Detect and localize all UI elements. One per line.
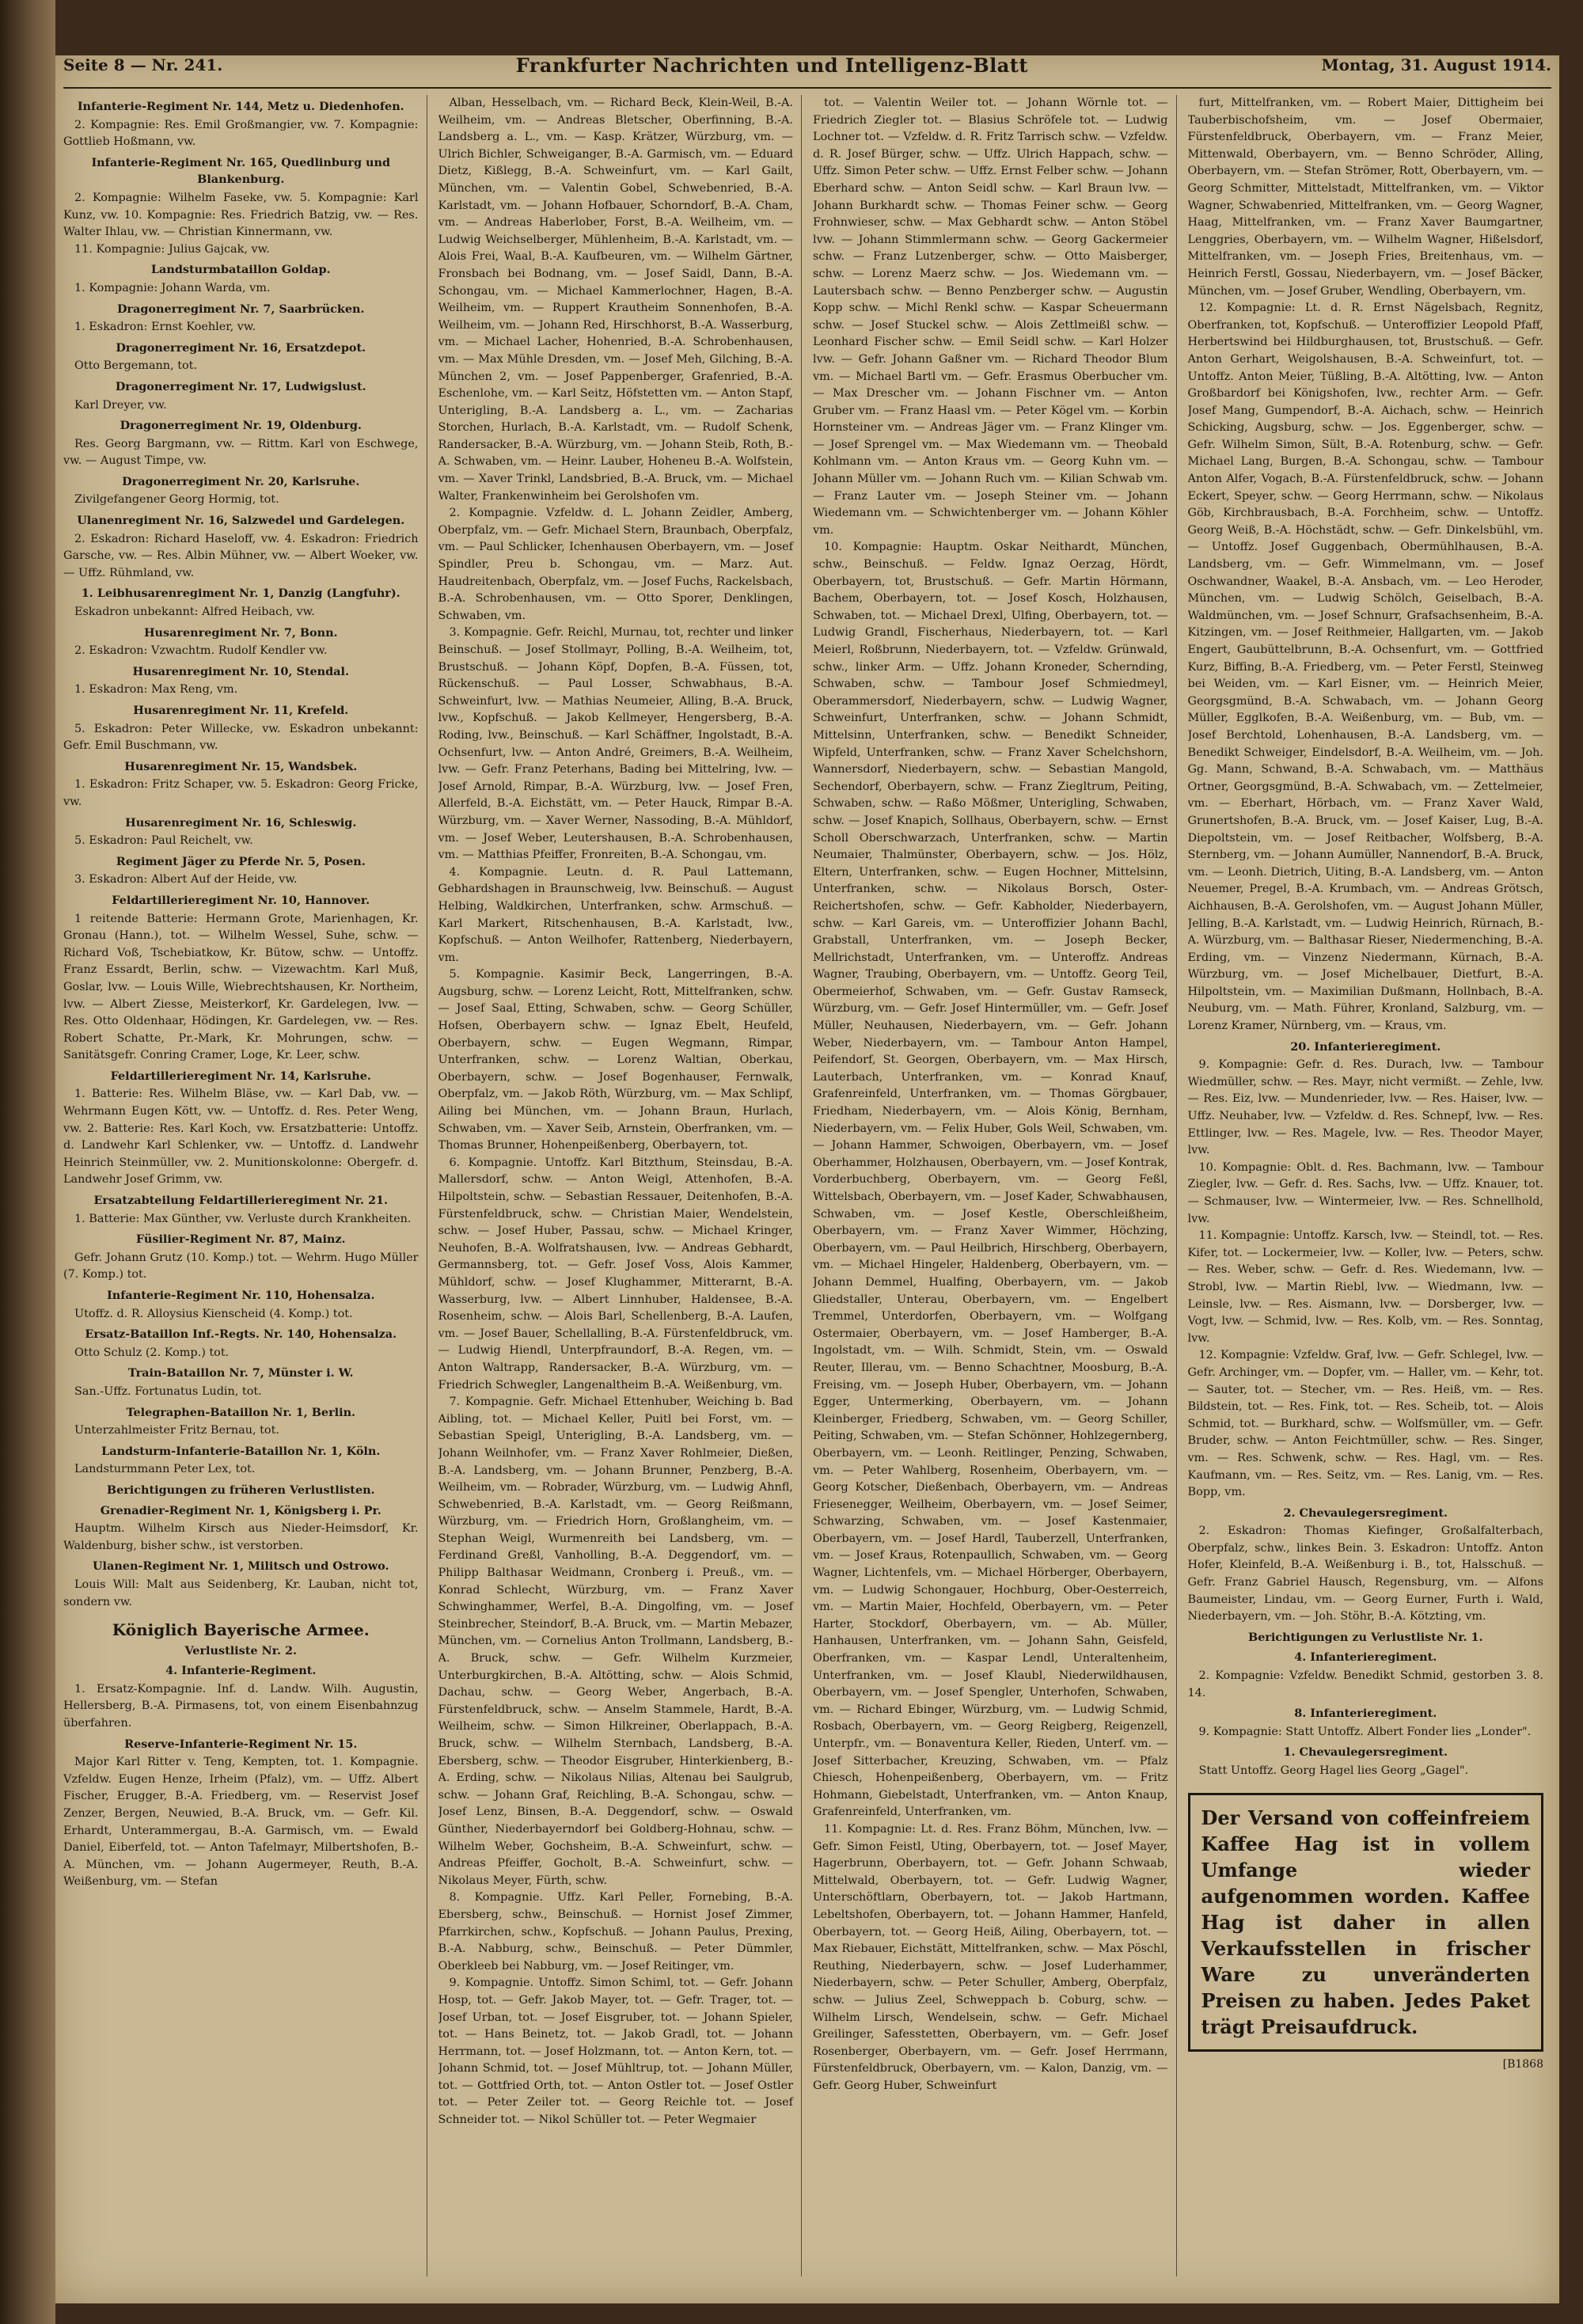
section-heading: Reserve-Infanterie-Regiment Nr. 15. <box>124 1737 358 1751</box>
casualty-paragraph: Hauptm. Wilhelm Kirsch aus Nieder-Heimsdorf, Kr. Waldenburg, bisher schw., ist verstorben. <box>63 1522 419 1552</box>
section-heading: 4. Infanterie-Regiment. <box>165 1664 317 1678</box>
page-header <box>63 49 1551 89</box>
section-heading: Feldartillerieregiment Nr. 10, Hannover. <box>112 893 370 907</box>
section-heading: Husarenregiment Nr. 10, Stendal. <box>132 664 349 678</box>
casualty-paragraph: San.-Uffz. Fortunatus Ludin, tot. <box>74 1384 262 1398</box>
casualty-paragraph: 10. Kompagnie: Hauptm. Oskar Neithardt, München, schw., Beinschuß. — Feldw. Ignaz Oerzag, Hördt, Oberbayern, tot, Brustschuß. — Gefr. Martin Hörmann, Bachem, Oberbayern, tot. — Josef Kosch, Holzhausen, Schwaben, tot. — Michael Drexl, Ulfing, Oberbayern, tot. — Ludwig Grandl, Fischerhaus, Niederbayern, tot. — Karl Meierl, Roßbrunn, Niederbayern, tot. — Vzfeldw. Grünwald, schw., linker Arm. — Uffz. Johann Kroneder, Schernding, Schwaben, schw. — Tambour Josef Schmiedmeyl, Oberammersdorf, Niederbayern, schw. — Ludwig Wagner, Schweinfurt, Unterfranken, schw. — Johann Schmidt, Mittelsinn, Unterfranken, schw. — Benedikt Schneider, Wipfeld, Unterfranken, schw. — Franz Xaver Schelchshorn, Wannersdorf, Niederbayern, schw. — Sebastian Mangold, Sechendorf, Oberbayern, schw. — Franz Ziegltrum, Peiting, Schwaben, schw. — Raßo Mößmer, Unterigling, Schwaben, schw. — Josef Knapich, Sollhaus, Oberbayern, schw. — Ernst Scholl Oberschwarzach, Unterfranken, schw. — Martin Neumaier, Thalmünster, Oberbayern, schw. — Jos. Hölz, Eltern, Unterfranken, schw. — Eugen Hochner, Mittelsinn, Unterfranken, schw. — Nikolaus Borsch, Oster-Reichertshofen, schw. — Gefr. Kabholder, Niederbayern, schw. — Karl Gareis, vm. — Unteroffizier Johann Bachl, Grabstall, Unterfranken, vm. — Joseph Becker, Mellrichstadt, Unterfranken, vm. — Unteroffz. Andreas Wagner, Traubing, Oberbayern, vm. — Untoffz. Georg Teil, Obermeierhof, Schwaben, vm. — Gefr. Gustav Ramseck, Würzburg, vm. — Gefr. Josef Hintermüller, vm. — Gefr. Josef Müller, Neuhausen, Niederbayern, vm. — Gefr. Johann Weber, Niederbayern, vm. — Tambour Anton Hampel, Peifendorf, St. Georgen, Oberbayern, vm. — Max Hirsch, Lauterbach, Unterfranken, vm. — Konrad Knauf, Grafenreinfeld, Unterfranken, vm. — Thomas Görgbauer, Friedham, Niederbayern, vm. — Alois König, Bernham, Niederbayern, vm. — Felix Huber, Gols Weil, Schwaben, vm. — Johann Hammer, Schwoigen, Oberbayern, vm. — Josef Oberhammer, Holzhausen, Oberbayern, vm. — Josef Kontrak, Vorderbuchberg, Oberbayern, vm. — Georg Feßl, Wittelsbach, Oberbayern, vm. — Josef Kader, Schwabhausen, Schwaben, vm. — Josef Kestle, Oberschleißheim, Oberbayern, vm. — Franz Xaver Wimmer, Höchzing, Oberbayern, vm. — Paul Heilbrich, Hirschberg, Oberbayern, vm. — Michael Hingeler, Haldenberg, Oberbayern, vm. — Johann Demmel, Hualfing, Oberbayern, vm. — Jakob Gliedstaller, Unterau, Oberbayern, vm. — Engelbert Tremmel, Unterdorfen, Oberbayern, vm. — Wolfgang Ostermaier, Oberbayern, vm. — Josef Hamberger, B.-A. Ingolstadt, vm. — Wilh. Schmidt, Stein, vm. — Oswald Reuter, Illerau, vm. — Benno Schachtner, Moosburg, B.-A. Freising, vm. — Joseph Huber, Oberbayern, vm. — Johann Egger, Untermerking, Oberbayern, vm. — Johann Kleinberger, Friedberg, Schwaben, vm. — Georg Schiller, Peiting, Schwaben, vm. — Stefan Schönner, Hohlzegernberg, Oberbayern, vm. — Leonh. Reitlinger, Penzing, Schwaben, vm. — Peter Wahlberg, Rosenheim, Oberbayern, vm. — Georg Kotscher, Dießenbach, Oberbayern, vm. — Andreas Friesenegger, Weilheim, Oberbayern, vm. — Josef Seimer, Schwarzing, Schwaben, vm. — Josef Kastenmaier, Oberbayern, vm. — Josef Hardl, Tauberzell, Unterfranken, vm. — Josef Kraus, Rotenpaullich, Schwaben, vm. — Georg Wagner, Lichtenfels, vm. — Michael Hörberger, Oberbayern, vm. — Ludwig Schongauer, Hochburg, Ober-Oesterreich, vm. — Martin Maier, Hochfeld, Oberbayern, vm. — Peter Harter, Stockdorf, Oberbayern, vm. — Ab. Müller, Hanhausen, Unterfranken, vm. — Johann Sahn, Geisfeld, Oberfranken, vm. — Kaspar Lendl, Unteraltenheim, Unterfranken, vm. — Josef Klaubl, Niederwildhausen, Oberbayern, vm. — Josef Spengler, Unterhofen, Schwaben, vm. — Richard Ebinger, Würzburg, vm. — Ludwig Schmid, Rosbach, Oberbayern, vm. — Georg Reigberg, Reigenzell, Unterpfr., vm. — Bonaventura Keller, Rieden, Unterf. vm. — Josef Sitterbacher, Kreuzing, Schwaben, vm. — Pfalz Chiesch, Hohenpeißenberg, Oberbayern, vm. — Fritz Hohmann, Giebelstadt, Unterfranken, vm. — Anton Knaup, Grafenreinfeld, Unterfranken, vm. <box>813 541 1168 1819</box>
section-heading: 4. Infanterieregiment. <box>1294 1650 1437 1665</box>
section-heading: Dragonerregiment Nr. 16, Ersatzdepot. <box>116 340 366 355</box>
casualty-paragraph: 1 reitende Batterie: Hermann Grote, Marienhagen, Kr. Gronau (Hann.), tot. — Wilhelm Wessel, Suhe, schw. — Richard Voß, Tschebiatkow, Kr. Bütow, schw. — Untoffz. Franz Essardt, Berlin, schw. — Vizewachtm. Karl Muß, Goslar, lvw. — Louis Wille, Wiebrechtshausen, Kr. Northeim, lvw. — Albert Ziesse, Meisterkorf, Kr. Gardelegen, lvw. — Res. Otto Oldenhaar, Hödingen, Kr. Gardelegen, vw. — Res. Robert Schatte, Pr.-Mark, Kr. Mohrungen, schw. — Sanitätsgefr. Conring Cramer, Loge, Kr. Leer, schw. <box>63 912 419 1062</box>
casualty-paragraph: Louis Will: Malt aus Seidenberg, Kr. Lauban, nicht tot, sondern vw. <box>63 1578 419 1608</box>
casualty-paragraph: 5. Eskadron: Peter Willecke, vw. Eskadron unbekannt: Gefr. Emil Buschmann, vw. <box>63 722 419 753</box>
section-heading: Regiment Jäger zu Pferde Nr. 5, Posen. <box>116 854 366 868</box>
section-heading: 1. Leibhusarenregiment Nr. 1, Danzig (Langfuhr). <box>81 587 400 601</box>
section-heading: Ulanen-Regiment Nr. 1, Militsch und Ostrowo. <box>92 1559 389 1574</box>
issue-date: Montag, 31. August 1914. <box>1321 55 1551 74</box>
casualty-paragraph: 8. Kompagnie. Uffz. Karl Peller, Fornebing, B.-A. Ebersberg, schw., Beinschuß. — Hornist Josef Zimmer, Pfarrkirchen, schw., Kopfschuß. — Johann Paulus, Prexing, B.-A. Nabburg, schw., Beinschuß. — Peter Dümmler, Oberkleeb bei Nabburg, vm. — Josef Reitinger, vm. <box>438 1891 793 1973</box>
casualty-paragraph: 3. Eskadron: Albert Auf der Heide, vw. <box>74 873 298 887</box>
casualty-paragraph: 9. Kompagnie. Untoffz. Simon Schiml, tot. — Gefr. Johann Hosp, tot. — Gefr. Jakob Mayer, tot. — Gefr. Trager, tot. — Josef Urban, tot. — Josef Eisgruber, tot. — Johann Spieler, tot. — Hans Beinetz, tot. — Jakob Gradl, tot. — Johann Herrmann, tot. — Josef Holzmann, tot. — Anton Kern, tot. — Johann Schmid, tot. — Josef Mühltrup, tot. — Johann Müller, tot. — Gottfried Orth, tot. — Anton Ostler tot. — Josef Ostler tot. — Peter Zeiler tot. — Georg Reichle tot. — Josef Schneider tot. — Nikol Schüller tot. — Peter Wegmaier <box>438 1977 793 2127</box>
casualty-paragraph: 2. Eskadron: Thomas Kiefinger, Großalfalterbach, Oberpfalz, schw., linkes Bein. 3. Eskadron: Untoffz. Anton Hofer, Kleinfeld, B.-A. Weißenburg i. B., tot, Halsschuß. — Gefr. Franz Gabriel Hausch, Regensburg, vm. — Alfons Baumeister, Lindau, vm. — Georg Eurner, Furth i. Wald, Niederbayern, vm. — Joh. Stöhr, B.-A. Kötzting, vm. <box>1187 1525 1543 1623</box>
casualty-paragraph: Major Karl Ritter v. Teng, Kempten, tot. 1. Kompagnie. Vzfeldw. Eugen Henze, Irheim (Pfalz), vm. — Uffz. Albert Fischer, Erugger, B.-A. Friedberg, vm. — Reservist Josef Zenzer, Bergen, Neuwied, B.-A. Bruck, vm. — Gefr. Kil. Erhardt, Unterammergau, B.-A. Garmisch, vm. — Ewald Daniel, Eiberfeld, tot. — Anton Tafelmayr, Milbertshofen, B.-A. München, vm. — Johann Augermeyer, Reuth, B.-A. Weißenburg, vm. — Stefan <box>63 1756 419 1889</box>
casualty-paragraph: 2. Kompagnie. Vzfeldw. d. L. Johann Zeidler, Amberg, Oberpfalz, vm. — Gefr. Michael Stern, Braunbach, Oberpfalz, vm. — Paul Schlicker, Ichenhausen Oberbayern, vm. — Josef Spindler, Preu b. Schongau, vm. — Marz. Aut. Haudreitenbach, Oberpfalz, vm. — Josef Fuchs, Rackelsbach, B.-A. Schrobenhausen, vm. — Otto Sporer, Denklingen, Schwaben, vm. <box>438 507 793 622</box>
casualty-paragraph: Karl Dreyer, vw. <box>74 398 167 412</box>
casualty-paragraph: 1. Eskadron: Ernst Koehler, vw. <box>74 321 256 334</box>
ad-reference-mark: [B1868 <box>1502 2057 1543 2071</box>
casualty-paragraph: 5. Eskadron: Paul Reichelt, vw. <box>74 834 253 848</box>
casualty-paragraph: 1. Batterie: Max Günther, vw. Verluste durch Krankheiten. <box>74 1212 412 1225</box>
section-heading: 8. Infanterieregiment. <box>1294 1707 1437 1721</box>
section-heading: 1. Chevaulegersregiment. <box>1283 1745 1448 1760</box>
casualty-paragraph: 6. Kompagnie. Untoffz. Karl Bitzthum, Steinsdau, B.-A. Mallersdorf, schw. — Anton Weigl, Attenhofen, B.-A. Hilpoltstein, schw. — Sebastian Ressauer, Deitenhofen, B.-A. Fürstenfeldbruck, schw. — Christian Maier, Wendelstein, schw. — Josef Huber, Passau, schw. — Michael Kringer, Neuhofen, B.-A. Wolfratshausen, lvw. — Andreas Gebhardt, Germannsberg, tot. — Gefr. Josef Voss, Alois Kammer, Mühldorf, schw. — Josef Klughammer, Mitterarnt, B.-A. Wasserburg, lvw. — Albert Linnhuber, Haldensee, B.-A. Rosenheim, schw. — Alois Barl, Schellenberg, B.-A. Laufen, vm. — Josef Bauer, Schellalling, B.-A. Fürstenfeldbruck, vm. — Ludwig Hiendl, Unterpfraundorf, B.-A. Regen, vm. — Anton Waltrapp, Randersacker, B.-A. Würzburg, vm. — Friedrich Schwegler, Langenaltheim B.-A. Weißenburg, vm. <box>438 1156 793 1392</box>
casualty-paragraph: 2. Kompagnie: Res. Emil Großmangier, vw. 7. Kompagnie: Gottlieb Hoßmann, vw. <box>63 118 419 149</box>
section-heading: Landsturmbataillon Goldap. <box>150 263 331 277</box>
casualty-paragraph: 1. Ersatz-Kompagnie. Inf. d. Landw. Wilh. Augustin, Hellersberg, B.-A. Pirmasens, tot, von einem Eisenbahnzug überfahren. <box>63 1682 419 1730</box>
section-heading: Train-Bataillon Nr. 7, Münster i. W. <box>127 1366 354 1380</box>
casualty-paragraph: 1. Eskadron: Fritz Schaper, vw. 5. Eskadron: Georg Fricke, vw. <box>63 778 419 808</box>
casualty-paragraph: Otto Schulz (2. Komp.) tot. <box>74 1346 230 1359</box>
section-heading: Infanterie-Regiment Nr. 144, Metz u. Diedenhofen. <box>77 100 404 113</box>
section-heading: Husarenregiment Nr. 7, Bonn. <box>143 625 338 640</box>
casualty-paragraph: 9. Kompagnie: Gefr. d. Res. Durach, lvw. — Tambour Wiedmüller, schw. — Res. Mayr, nicht vermißt. — Zehle, lvw. — Res. Eiz, lvw. — Mundenrieder, lvw. — Res. Haiser, lvw. — Uffz. Neuhaber, lvw. — Vzfeldw. d. Res. Schnepf, lvw. — Res. Ettlinger, lvw. — Res. Magele, lvw. — Res. Theodor Mayer, lvw. <box>1187 1058 1543 1157</box>
casualty-paragraph: 2. Eskadron: Vzwachtm. Rudolf Kendler vw. <box>74 644 328 658</box>
book-binding-edge <box>0 0 55 2324</box>
casualty-paragraph: Landsturmmann Peter Lex, tot. <box>74 1463 256 1476</box>
casualty-paragraph: 2. Kompagnie: Wilhelm Faseke, vw. 5. Kompagnie: Karl Kunz, vw. 10. Kompagnie: Res. Friedrich Batzig, vw. — Res. Walter Ihlau, vw. — Christian Kinnermann, vw. <box>63 191 419 239</box>
section-heading: 20. Infanterieregiment. <box>1290 1039 1441 1054</box>
section-heading: Berichtigungen zu Verlustliste Nr. 1. <box>1247 1630 1483 1644</box>
casualty-paragraph: 9. Kompagnie: Statt Untoffz. Albert Fonder lies „Londer". <box>1198 1725 1532 1738</box>
column-1 <box>63 95 427 2277</box>
column-2 <box>438 95 803 2277</box>
page-number: Seite 8 — Nr. 241. <box>63 55 223 74</box>
section-heading: Dragonerregiment Nr. 17, Ludwigslust. <box>115 379 366 393</box>
casualty-paragraph: Gefr. Johann Grutz (10. Komp.) tot. — Wehrm. Hugo Müller (7. Komp.) tot. <box>63 1251 419 1282</box>
section-heading: Ulanenregiment Nr. 16, Salzwedel und Gardelegen. <box>77 514 405 528</box>
casualty-paragraph: Unterzahlmeister Fritz Bernau, tot. <box>74 1424 279 1437</box>
casualty-paragraph: 11. Kompagnie: Lt. d. Res. Franz Böhm, München, lvw. — Gefr. Simon Feistl, Uting, Oberbayern, tot. — Josef Mayer, Hagerbrunn, Oberbayern, tot. — Gefr. Johann Schwaab, Mittelwald, Oberbayern, tot. — Gefr. Ludwig Wagner, Unterschöftlarn, Oberbayern, tot. — Jakob Hartmann, Lebeltshofen, Oberbayern, tot. — Johann Hammer, Hanfeld, Oberbayern, tot. — Georg Heiß, Ailing, Oberbayern, tot. — Max Riebauer, Eichstätt, Mittelfranken, schw. — Max Pöschl, Reuthing, Niederbayern, schw. — Josef Luderhammer, Niederbayern, schw. — Peter Schuller, Amberg, Oberpfalz, schw. — Julius Zeel, Schweppach b. Coburg, schw. — Wilhelm Lirsch, Wendelsein, schw. — Gefr. Michael Greilinger, Safesstetten, Oberbayern, vm. — Gefr. Josef Rosenberger, Oberbayern, vm. — Gefr. Josef Herrmann, Fürstenfeldbruck, Oberbayern, vm. — Kalon, Danzig, vm. — Gefr. Georg Huber, Schweinfurt <box>813 1822 1168 2092</box>
casualty-paragraph: Statt Untoffz. Georg Hagel lies Georg „Gagel". <box>1198 1764 1469 1777</box>
section-heading: Husarenregiment Nr. 11, Krefeld. <box>133 704 349 717</box>
section-heading: Landsturm-Infanterie-Bataillon Nr. 1, Köln. <box>101 1444 381 1458</box>
section-heading: Infanterie-Regiment Nr. 165, Quedlinburg und Blankenburg. <box>91 155 391 187</box>
casualty-paragraph: Res. Georg Bargmann, vw. — Rittm. Karl von Eschwege, vw. — August Timpe, vw. <box>63 437 419 468</box>
casualty-paragraph: 1. Eskadron: Max Reng, vm. <box>74 683 238 697</box>
casualty-paragraph: 1. Batterie: Res. Wilhelm Bläse, vw. — Karl Dab, vw. — Wehrmann Eugen Kött, vw. — Untoffz. d. Res. Peter Weng, vw. 2. Batterie: Res. Karl Koch, vw. Ersatzbatterie: Untoffz. d. Landwehr Karl Schlenker, vw. — Untoffz. d. Landwehr Heinrich Steinmüller, vw. 2. Munitionskolonne: Obergefr. d. Landwehr Josef Grimm, vw. <box>63 1088 419 1187</box>
section-heading: Grenadier-Regiment Nr. 1, Königsberg i. Pr. <box>100 1503 382 1517</box>
casualty-paragraph: 5. Kompagnie. Kasimir Beck, Langerringen, B.-A. Augsburg, schw. — Lorenz Leicht, Rott, Mittelfranken, schw. — Josef Saal, Etting, Schwaben, schw. — Georg Schüller, Hofsen, Oberbayern schw. — Ignaz Ebelt, Heufeld, Oberbayern, schw. — Eugen Wegmann, Rimpar, Unterfranken, schw. — Lorenz Waltian, Oberkau, Oberbayern, schw. — Josef Bogenhauser, Fernwalk, Oberpfalz, vm. — Jakob Röth, Würzburg, vm. — Max Schlipf, Ailing bei München, vm. — Johann Braun, Hurlach, Schwaben, vm. — Xaver Seib, Arnstein, Oberfranken, vm. — Thomas Brunner, Hohenpeißenberg, Oberbayern, tot. <box>438 968 793 1153</box>
section-heading: Ersatzabteilung Feldartillerieregiment Nr. 21. <box>93 1194 389 1208</box>
section-heading: Telegraphen-Bataillon Nr. 1, Berlin. <box>126 1405 356 1419</box>
casualty-paragraph: Utoffz. d. R. Alloysius Kienscheid (4. Komp.) tot. <box>74 1307 353 1320</box>
section-heading: Dragonerregiment Nr. 20, Karlsruhe. <box>122 474 360 488</box>
column-4 <box>1188 95 1552 2277</box>
casualty-paragraph: 10. Kompagnie: Oblt. d. Res. Bachmann, lvw. — Tambour Ziegler, lvw. — Gefr. d. Res. Sachs, lvw. — Uffz. Knauer, tot. — Schmauser, lvw. — Wintermeier, lvw. — Res. Schnellhold, lvw. <box>1187 1160 1543 1225</box>
newspaper-title: Frankfurter Nachrichten und Intelligenz-Blatt <box>515 53 1028 77</box>
casualty-paragraph: 3. Kompagnie. Gefr. Reichl, Murnau, tot, rechter und linker Beinschuß. — Josef Stollmayr, Polling, B.-A. Weilheim, tot, Brustschuß. — Johann Köpf, Dopfen, B.-A. Füssen, tot, Rückenschuß. — Paul Losser, Schwabhaus, B.-A. Schweinfurt, lvw. — Mathias Neumeier, Alling, B.-A. Bruck, lvw., Kopfschuß. — Jakob Kellmeyer, Hengersberg, B.-A. Roding, lvw., Beinschuß. — Karl Schäffner, Ingolstadt, B.-A. Ochsenfurt, lvw. — Anton André, Greimers, B.-A. Weilheim, lvw. — Gefr. Franz Peterhans, Bading bei Mittelring, lvw. — Josef Arnold, Rimpar, B.-A. Würzburg, lvw. — Josef Fren, Allerfeld, B.-A. Eichstätt, vm. — Peter Hauck, Rimpar B.-A. Würzburg, vm. — Xaver Werner, Nassoding, B.-A. Mühldorf, vm. — Josef Weber, Leutershausen, B.-A. Schrobenhausen, vm. — Matthias Pfeiffer, Fronreiten, B.-A. Schongau, vm. <box>438 626 793 862</box>
casualty-paragraph: 2. Kompagnie: Vzfeldw. Benedikt Schmid, gestorben 3. 8. 14. <box>1187 1669 1543 1699</box>
casualty-paragraph: Alban, Hesselbach, vm. — Richard Beck, Klein-Weil, B.-A. Weilheim, vm. — Andreas Bletscher, Oberfinning, B.-A. Landsberg a. L., vm. — Kasp. Krätzer, Würzburg, vm. — Ulrich Bichler, Schweiganger, B.-A. Garmisch, vm. — Eduard Dietz, Kißlegg, B.-A. Schweinfurt, vm. — Karl Gailt, München, vm. — Valentin Gobel, Schwebenried, B.-A. Karlstadt, vm. — Johann Hofbauer, Schorndorf, B.-A. Cham, vm. — Andreas Haberlober, Forst, B.-A. Weilheim, vm. — Ludwig Weichselberger, Mühlenheim, B.-A. Karlstadt, vm. — Alois Frei, Waal, B.-A. Kaufbeuren, vm. — Wilhelm Gärtner, Fronsbach bei Bodnang, vm. — Josef Saidl, Dann, B.-A. Schongau, vm. — Michael Kammerlochner, Hagen, B.-A. Weilheim, vm. — Ruppert Krautheim Sonnenhofen, B.-A. Weilheim, vm. — Johann Red, Hirschhorst, B.-A. Wasserburg, vm. — Michael Lacher, Hohenried, B.-A. Schrobenhausen, vm. — Max Mühle Dresden, vm. — Josef Meh, Gilching, B.-A. München 2, vm. — Josef Pappenberger, Grafenried, B.-A. Eschenlohe, vm. — Karl Seitz, Höfstetten vm. — Anton Stapf, Unterigling, B.-A. Landsberg a. L., vm. — Zacharias Storchen, Hurlach, B.-A. Karlstadt, vm. — Rudolf Schenk, Randersacker, B.-A. Würzburg, vm. — Johann Steib, Roth, B.-A. Schwaben, vm. — Heinr. Lauber, Hoheneu B.-A. Wolfstein, vm. — Xaver Trinkl, Landsbried, B.-A. Bruck, vm. — Michael Walter, Frankenwinheim bei Gerolshofen vm. <box>438 97 793 503</box>
advertisement-notice: Der Versand von coffeinfreiem Kaffee Hag ist in vollem Umfange wieder aufgenommen worden. Kaffee Hag ist daher in allen Verkaufsstellen in frischer Ware zu unveränderten Preisen zu haben. Jedes Paket trägt Preisaufdruck. <box>1188 1793 1544 2052</box>
section-heading: Husarenregiment Nr. 16, Schleswig. <box>125 815 357 830</box>
section-heading: Husarenregiment Nr. 15, Wandsbek. <box>124 759 358 773</box>
casualty-paragraph: furt, Mittelfranken, vm. — Robert Maier, Dittigheim bei Tauberbischofsheim, vm. — Josef Obermaier, Fürstenfeldbruck, Oberbayern, vm. — Franz Meier, Mittenwald, Oberbayern, vm. — Benno Schröder, Alling, Oberbayern, vm. — Stefan Strömer, Rott, Oberbayern, vm. — Georg Schmitter, Mittelstadt, Mittelfranken, vm. — Viktor Wagner, Schwabenried, Mittelfranken, vm. — Georg Wagner, Haag, Mittelfranken, vm. — Franz Xaver Baumgartner, Lenggries, Oberbayern, vm. — Wilhelm Wagner, Hißelsdorf, Mittelfranken, vm. — Joseph Fries, Breitenhaus, vm. — Heinrich Ferstl, Gossau, Niederbayern, vm. — Josef Bäcker, München, vm. — Josef Gruber, Wendling, Oberbayern, vm. <box>1187 97 1543 298</box>
casualty-paragraph: tot. — Valentin Weiler tot. — Johann Wörnle tot. — Friedrich Ziegler tot. — Blasius Schröfele tot. — Ludwig Lochner tot. — Vzfeldw. d. R. Fritz Tarrisch schw. — Vzfeldw. d. R. Josef Bürger, schw. — Uffz. Ulrich Happach, schw. — Uffz. Simon Peter schw. — Uffz. Ernst Felber schw. — Johann Eberhard schw. — Anton Seidl schw. — Karl Braun lvw. — Johann Burkhardt schw. — Thomas Feiner schw. — Georg Frohnwieser, schw. — Max Gebhardt schw. — Anton Stöbel lvw. — Johann Stimmlermann schw. — Georg Gackermeier schw. — Franz Lutzenberger, schw. — Otto Maisberger, schw. — Lorenz Maerz schw. — Jos. Wiedemann vm. — Lautersbach schw. — Benno Penzberger schw. — Augustin Kopp schw. — Michl Renkl schw. — Kaspar Scheuermann schw. — Josef Stuckel schw. — Alois Zettlmeißl schw. — Leonhard Fischer schw. — Emil Seidl schw. — Karl Holzer lvw. — Gefr. Johann Gaßner vm. — Richard Theodor Blum vm. — Michael Bartl vm. — Gefr. Erasmus Oberbucher vm. — Max Drescher vm. — Johann Fischner vm. — Anton Gruber vm. — Franz Haasl vm. — Peter Kögel vm. — Korbin Hornsteiner vm. — Andreas Jäger vm. — Franz Klinger vm. — Josef Sprengel vm. — Max Wiedemann vm. — Theobald Kohlmann vm. — Anton Kraus vm. — Georg Kuhn vm. — Johann Müller vm. — Johann Ruch vm. — Kilian Schwab vm. — Franz Lauter vm. — Joseph Steiner vm. — Johann Wiedemann vm. — Schwichtenberger vm. — Johann Köhler vm. <box>813 97 1168 537</box>
section-heading: Berichtigungen zu früheren Verlustlisten. <box>106 1483 375 1497</box>
section-heading: 2. Chevaulegersregiment. <box>1283 1506 1448 1520</box>
main-heading: Königlich Bayerische Armee. <box>112 1620 370 1640</box>
casualty-paragraph: 11. Kompagnie: Julius Gajcak, vw. <box>74 242 270 256</box>
casualty-paragraph: 7. Kompagnie. Gefr. Michael Ettenhuber, Weiching b. Bad Aibling, tot. — Michael Keller, Puitl bei Forst, vm. — Sebastian Speigl, Unterigling, B.-A. Landsberg, vm. — Johann Weilnhofer, vm. — Franz Xaver Rohlmeier, Dießen, B.-A. Landsberg, vm. — Johann Brunner, Penzberg, B.-A. Weilheim, vm. — Robrader, Würzburg, vm. — Ludwig Ahnfl, Schwebenried, B.-A. Karlstadt, vm. — Georg Reißmann, Würzburg, vm. — Friedrich Horn, Großlangheim, vm. — Stephan Weigl, Wurmenreith bei Landsberg, vm. — Ferdinand Greßl, Vanholling, B.-A. Deggendorf, vm. — Philipp Balthasar Weidmann, Cronberg i. Preuß., vm. — Konrad Schlecht, Würzburg, vm. — Franz Xaver Schwinghammer, Werfel, B.-A. Dingolfing, vm. — Josef Steinbrecher, Steindorf, B.-A. Bruck, vm. — Martin Mebazer, München, vm. — Cornelius Anton Trollmann, Landsberg, B.-A. Bruck, schw. — Gefr. Wilhelm Kurzmeier, Unterburgkirchen, B.-A. Altötting, schw. — Alois Schmid, Dachau, schw. — Georg Weber, Angerbach, B.-A. Fürstenfeldbruck, schw. — Anselm Stammele, Hardt, B.-A. Weilheim, schw. — Simon Hilkreiner, Oberlappach, B.-A. Bruck, schw. — Wilhelm Sternbach, Landsberg, B.-A. Ebersberg, schw. — Theodor Eisgruber, Hinterkienberg, B.-A. Erding, schw. — Nikolaus Nilias, Altenau bei Saulgrub, schw. — Johann Graf, Reichling, B.-A. Schongau, schw. — Josef Lenz, Binsen, B.-A. Deggendorf, schw. — Oswald Günther, Niederbayerndorf bei Goldberg-Hohnau, schw. — Wilhelm Weber, Gochsheim, B.-A. Schweinfurt, schw. — Andreas Pfeiffer, Gocholt, B.-A. Schweinfurt, schw. — Nikolaus Meyer, Fürth, schw. <box>438 1396 793 1887</box>
section-heading: Ersatz-Bataillon Inf.-Regts. Nr. 140, Hohensalza. <box>85 1327 397 1342</box>
column-3 <box>813 95 1177 2277</box>
casualty-paragraph: Eskadron unbekannt: Alfred Heibach, vw. <box>74 606 315 619</box>
casualty-paragraph: 1. Kompagnie: Johann Warda, vm. <box>74 281 271 294</box>
casualty-paragraph: Otto Bergemann, tot. <box>74 359 198 373</box>
casualty-paragraph: 4. Kompagnie. Leutn. d. R. Paul Lattemann, Gebhardshagen in Braunschweig, lvw. Beinschuß. — August Helbing, Waldkirchen, Unterfranken, schw. Armschuß. — Karl Markert, Ritschenhausen, B.-A. Karlstadt, lvw., Kopfschuß. — Anton Weilhofer, Rattenberg, Niederbayern, vm. <box>438 865 793 964</box>
casualty-paragraph: 11. Kompagnie: Untoffz. Karsch, lvw. — Steindl, tot. — Res. Kifer, tot. — Lockermeier, lvw. — Koller, lvw. — Peters, schw. — Res. Weber, schw. — Gefr. d. Res. Wiedemann, lvw. — Strobl, lvw. — Martin Riebl, lvw. — Wiedmann, lvw. — Leinsle, lvw. — Res. Aismann, lvw. — Dorsberger, lvw. — Vogt, lvw. — Schmid, lvw. — Res. Kolb, vm. — Res. Sonntag, lvw. <box>1187 1229 1543 1345</box>
text-columns <box>63 95 1551 2277</box>
section-heading: Dragonerregiment Nr. 19, Oldenburg. <box>120 419 362 433</box>
section-heading: Dragonerregiment Nr. 7, Saarbrücken. <box>116 302 365 316</box>
section-heading: Feldartillerieregiment Nr. 14, Karlsruhe. <box>110 1069 371 1083</box>
casualty-paragraph: 2. Eskadron: Richard Haseloff, vw. 4. Eskadron: Friedrich Garsche, vw. — Res. Albin Mühner, vw. — Albert Woeker, vw. — Uffz. Rühmland, vw. <box>63 532 419 579</box>
section-heading: Füsilier-Regiment Nr. 87, Mainz. <box>135 1232 346 1247</box>
casualty-paragraph: Zivilgefangener Georg Hormig, tot. <box>74 493 279 507</box>
section-heading: Verlustliste Nr. 2. <box>184 1643 298 1658</box>
casualty-paragraph: 12. Kompagnie: Lt. d. R. Ernst Nägelsbach, Regnitz, Oberfranken, tot, Kopfschuß. — Unteroffizier Leopold Pfaff, Herbertswind bei Hildburghausen, tot, Brustschuß. — Gefr. Anton Gerhart, Weigolshausen, B.-A. Schweinfurt, tot. — Untoffz. Anton Meier, Tüßling, B.-A. Altötting, lvw. — Anton Großbardorf bei Königshofen, lvw., rechter Arm. — Gefr. Josef Mang, Gumpendorf, B.-A. Aichach, schw. — Heinrich Schicking, Augsburg, schw. — Jos. Eggenberger, schw. — Gefr. Wilhelm Simon, Sült, B.-A. Rotenburg, schw. — Gefr. Michael Lang, Burgen, B.-A. Schongau, schw. — Tambour Anton Alfer, Vogach, B.-A. Fürstenfeldbruck, schw. — Johann Eckert, Speyer, schw. — Georg Herrmann, schw. — Nikolaus Göb, Kirchbrausbach, B.-A. Forchheim, schw. — Untoffz. Georg Weiß, B.-A. Höchstädt, schw. — Gefr. Dinkelsbühl, vm. — Untoffz. Josef Guggenbach, Obermühlhausen, B.-A. Landsberg, vm. — Gefr. Wimmelmann, vm. — Josef Oschwandner, Waakel, B.-A. Ansbach, vm. — Leo Heroder, München, vm. — Ludwig Schölch, Geiselbach, B.-A. Waldmünchen, vm. — Josef Schnurr, Grafsachsenheim, B.-A. Kitzingen, vm. — Josef Reithmeier, Hallgarten, vm. — Jakob Engert, Gaubüttelbrunn, B.-A. Ochsenfurt, vm. — Gottfried Kurz, Biffing, B.-A. Friedberg, vm. — Peter Ferstl, Steinweg bei Weiden, vm. — Karl Eisner, vm. — Heinrich Meier, Georgsgmünd, B.-A. Schwabach, vm. — Johann Georg Müller, Egglkofen, B.-A. Weißenburg, vm. — Bub, vm. — Josef Berchtold, Lohenhausen, B.-A. Landsberg, vm. — Benedikt Schweiger, Eindelsdorf, B.-A. Weilheim, vm. — Joh. Gg. Mann, Schwand, B.-A. Schwabach, vm. — Matthäus Ortner, Georgsgmünd, B.-A. Schwabach, vm. — Zettelmeier, vm. — Eberhart, Hörbach, vm. — Franz Xaver Wald, Grunertshofen, B.-A. Bruck, vm. — Josef Kaiser, Lug, B.-A. Diepoltstein, vm. — Josef Reitbacher, Wolfsberg, B.-A. Sternberg, vm. — Johann Aumüller, Nannendorf, B.-A. Bruck, vm. — Leonh. Dietrich, Uiting, B.-A. Landsberg, vm. — Anton Neuemer, Pregel, B.-A. Krumbach, vm. — Andreas Grötsch, Aichhausen, B.-A. Gerolshofen, vm. — August Johann Müller, Jelling, B.-A. Karlstadt, vm. — Ludwig Heinrich, Rürnach, B.-A. Würzburg, vm. — Balthasar Rieser, Niedermenching, B.-A. Erding, vm. — Vinzenz Niedermann, Kürnach, B.-A. Würzburg, vm. — Josef Michelbauer, Dietfurt, B.-A. Hilpoltstein, vm. — Maximilian Dußmann, Hollnbach, B.-A. Neuburg, vm. — Math. Führer, Kronland, Salzburg, vm. — Lorenz Kramer, Nürnberg, vm. — Kraus, vm. <box>1187 302 1543 1033</box>
section-heading: Infanterie-Regiment Nr. 110, Hohensalza. <box>107 1289 375 1302</box>
casualty-paragraph: 12. Kompagnie: Vzfeldw. Graf, lvw. — Gefr. Schlegel, lvw. — Gefr. Archinger, vm. — Dopfer, vm. — Haller, vm. — Kehr, tot. — Sauter, tot. — Stecher, vm. — Res. Heiß, vm. — Res. Bildstein, tot. — Res. Fink, tot. — Res. Scheib, tot. — Alois Schmid, tot. — Burkhard, schw. — Wolfsmüller, vm. — Gefr. Bruder, schw. — Anton Feichtmüller, schw. — Res. Singer, vm. — Res. Schwenk, schw. — Res. Hagl, vm. — Res. Kaufmann, vm. — Res. Seitz, vm. — Res. Lanig, vm. — Res. Bopp, vm. <box>1187 1349 1543 1499</box>
